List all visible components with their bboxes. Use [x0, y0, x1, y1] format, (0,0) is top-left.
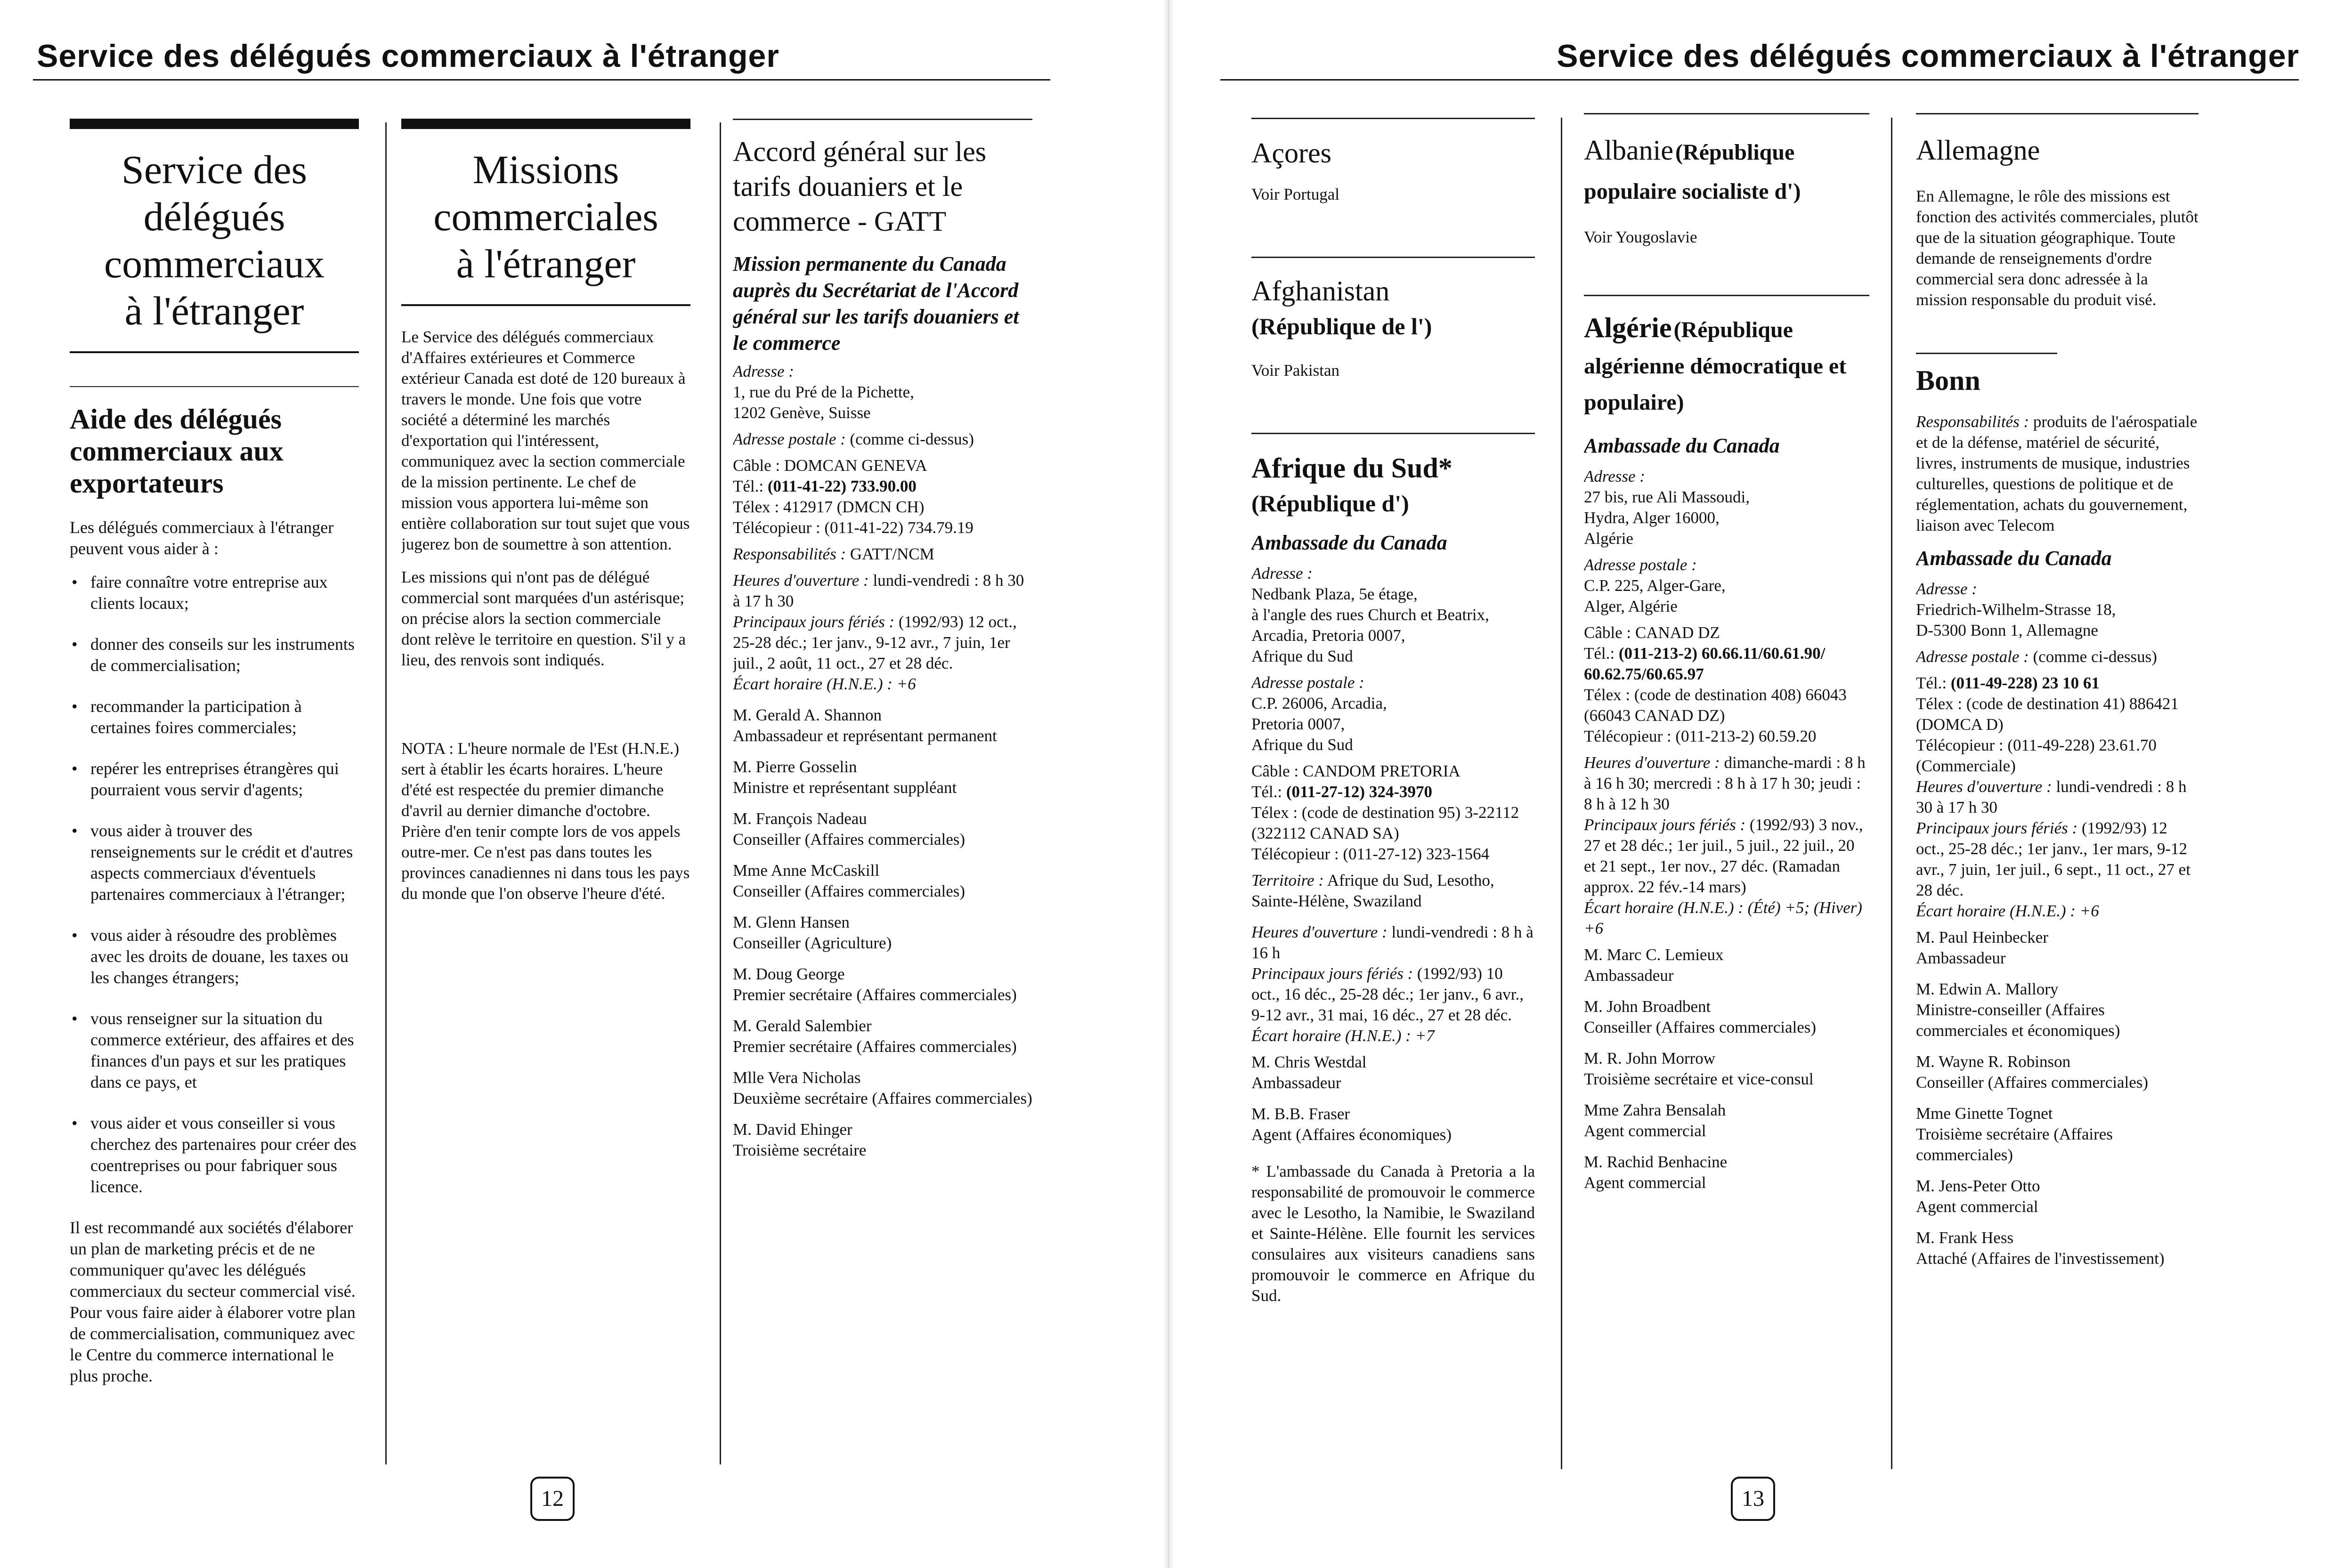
time-offset: Écart horaire (H.N.E.) : +6	[733, 675, 916, 693]
address-line: D-5300 Bonn 1, Allemagne	[1916, 621, 2098, 639]
left-page	[0, 0, 1168, 1568]
title-line: Service des	[121, 147, 307, 192]
list-item: • recommander la participation à certaines foires commerciales;	[70, 696, 359, 738]
address-line: 1202 Genève, Suisse	[733, 404, 871, 422]
holidays-value: (1992/93) 12 oct., 25-28 déc.; 1er janv., 1er mars, 9-12 avr., 7 juin, 1er juil., 6 sept., 11 oct., 27 et 28 déc.	[1916, 819, 2191, 899]
tel-label: Tél.:	[1916, 674, 1951, 692]
person-title: Troisième secrétaire (Affaires commerciales)	[1916, 1125, 2113, 1164]
address-label: Adresse :	[1251, 564, 1313, 582]
embassy-heading: Ambassade du Canada	[1251, 531, 1447, 554]
postal-line: Alger, Algérie	[1584, 597, 1678, 615]
city-bonn: Bonn	[1916, 365, 1980, 396]
column-2	[401, 119, 690, 1475]
time-offset: Écart horaire (H.N.E.) : +7	[1251, 1026, 1435, 1045]
country-subtitle: (République d')	[1251, 490, 1409, 517]
person-title: Conseiller (Agriculture)	[733, 934, 892, 952]
fax: Télécopieur : (011-49-228) 23.61.70 (Commerciale)	[1916, 736, 2157, 775]
cross-reference: Voir Yougoslavie	[1584, 228, 1697, 246]
divider	[1916, 353, 2057, 354]
section-main-title	[70, 146, 359, 334]
asterisk-paragraph: Les missions qui n'ont pas de délégué commercial sont marquées d'un astérisque; on précise alors la section commerciale dont relève le territoire en question. S'il y a lieu, des renvois sont indiqués.	[401, 568, 686, 669]
person-title: Ministre et représentant suppléant	[733, 778, 957, 797]
postal-line: Afrique du Sud	[1251, 736, 1353, 754]
country-note: En Allemagne, le rôle des missions est fonction des activités commerciales, plutôt que de la situation géographique. Toute demande de renseignements d'ordre commercial sera donc adressée à la mission responsable du produit visé.	[1916, 187, 2199, 309]
tel-value: (011-41-22) 733.90.00	[767, 477, 917, 495]
list-item: • faire connaître votre entreprise aux clients locaux;	[70, 572, 359, 614]
cable: Câble : CANDOM PRETORIA	[1251, 762, 1461, 780]
person-title: Conseiller (Affaires commerciales)	[1584, 1018, 1817, 1036]
address-line: Arcadia, Pretoria 0007,	[1251, 626, 1405, 645]
person-title: Premier secrétaire (Affaires commerciales)	[733, 986, 1017, 1004]
person-title: Ambassadeur	[1916, 949, 2006, 967]
column-3	[733, 119, 1032, 1475]
person-title: Ambassadeur	[1251, 1074, 1341, 1092]
hours-value: lundi-vendredi : 8 h 30 à 17 h 30	[1916, 777, 2187, 816]
gatt-title: Accord général sur les tarifs douaniers et le commerce - GATT	[733, 136, 987, 237]
tel-value: (011-213-2) 60.66.11/60.61.90/ 60.62.75/60.65.97	[1584, 644, 1826, 683]
tel-value: (011-49-228) 23 10 61	[1950, 674, 2100, 692]
embassy-heading: Ambassade du Canada	[1584, 434, 1780, 457]
holidays-value: (1992/93) 3 nov., 27 et 28 déc.; 1er juil., 5 juil., 22 juil., 20 et 21 sept., 1er nov., 27 déc. (Ramadan approx. 22 fév.-14 mars)	[1584, 816, 1863, 896]
time-offset: Écart horaire (H.N.E.) : +6	[1916, 902, 2099, 920]
fax: Télécopieur : (011-41-22) 734.79.19	[733, 518, 974, 537]
list-item: • vous renseigner sur la situation du commerce extérieur, des affaires et des finances d'un pays et sur les pratiques dans ce pays, et	[70, 1008, 359, 1093]
country-allemagne: Allemagne	[1916, 135, 2040, 166]
column-1	[70, 119, 359, 1475]
person-title: Agent commercial	[1584, 1122, 1706, 1140]
country-acores: Açores	[1251, 137, 1331, 169]
telex: Télex : (code de destination 408) 66043 (66043 CANAD DZ)	[1584, 686, 1847, 725]
person-name: M. John Broadbent	[1584, 997, 1711, 1016]
address-label: Adresse :	[1584, 467, 1645, 485]
closing-text: Il est recommandé aux sociétés d'élaborer un plan de marketing précis et de ne communiquer qu'avec les délégués commerciaux du secteur commercial visé. Pour vous faire aider à élaborer votre plan de commercialisation, communiquez avec le Centre du commerce international le plus proche.	[70, 1218, 356, 1385]
section-main-title	[401, 146, 690, 287]
list-item: • donner des conseils sur les instruments de commercialisation;	[70, 634, 359, 676]
hours-value: dimanche-mardi : 8 h à 16 h 30; mercredi : 8 h à 17 h 30; jeudi : 8 h à 12 h 30	[1584, 753, 1866, 813]
person-name: M. Chris Westdal	[1251, 1053, 1367, 1071]
person-title: Agent commercial	[1916, 1197, 2038, 1216]
postal-label: Adresse postale :	[1916, 647, 2029, 666]
column-top-rule	[1251, 118, 1535, 119]
resp-label: Responsabilités :	[1916, 412, 2029, 431]
title-line: Missions	[472, 147, 619, 192]
cable: Câble : CANAD DZ	[1584, 623, 1720, 642]
column-top-bar	[401, 119, 690, 129]
resp-value: GATT/NCM	[850, 545, 934, 563]
intro-paragraph: Le Service des délégués commerciaux d'Affaires extérieures et Commerce extérieur Canada est doté de 120 bureaux à travers le monde. Une fois que votre société a déterminé les marchés d'exportation qui l'intéressent, communiquez avec la section commerciale de la mission pertinente. Le chef de mission vous apportera lui-même son entière collaboration sur tout sujet que vous jugerez bon de soumettre à son attention.	[401, 328, 690, 553]
person-name: Mlle Vera Nicholas	[733, 1068, 861, 1087]
hours-value: lundi-vendredi : 8 h à 16 h	[1251, 923, 1534, 962]
person-title: Conseiller (Affaires commerciales)	[733, 830, 966, 849]
person-name: M. R. John Morrow	[1584, 1049, 1716, 1067]
right-page	[1168, 0, 2337, 1568]
column-top-rule	[733, 119, 1032, 120]
person-name: M. Pierre Gosselin	[733, 758, 857, 776]
person-title: Ministre-conseiller (Affaires commerciales et économiques)	[1916, 1001, 2120, 1040]
column-top-bar	[70, 119, 359, 129]
person-name: M. Gerald Salembier	[733, 1017, 872, 1035]
assistance-list	[70, 572, 359, 1197]
person-title: Ambassadeur	[1584, 966, 1674, 985]
person-title: Deuxième secrétaire (Affaires commerciales)	[733, 1089, 1032, 1107]
territory-label: Territoire :	[1251, 871, 1324, 889]
person-name: M. François Nadeau	[733, 809, 867, 828]
postal-label: Adresse postale :	[1584, 556, 1697, 574]
postal-value: (comme ci-dessus)	[850, 430, 974, 448]
address-label: Adresse :	[733, 362, 794, 380]
holidays-label: Principaux jours fériés :	[1251, 964, 1413, 983]
address-line: Nedbank Plaza, 5e étage,	[1251, 585, 1418, 603]
hours-label: Heures d'ouverture :	[1251, 923, 1388, 941]
list-item: • repérer les entreprises étrangères qui pourraient vous servir d'agents;	[70, 758, 359, 800]
column-6	[1916, 113, 2199, 1479]
column-divider	[385, 122, 387, 1464]
header-rule-left	[33, 79, 1050, 81]
page-number-left: 12	[530, 1477, 575, 1521]
address-line: 27 bis, rue Ali Massoudi,	[1584, 488, 1750, 506]
postal-value: (comme ci-dessus)	[2033, 647, 2157, 666]
column-4	[1251, 118, 1535, 1479]
person-title: Attaché (Affaires de l'investissement)	[1916, 1249, 2165, 1268]
fax: Télécopieur : (011-213-2) 60.59.20	[1584, 727, 1817, 745]
address-label: Adresse :	[1916, 580, 1977, 598]
person-name: Mme Zahra Bensalah	[1584, 1101, 1726, 1119]
person-name: M. Doug George	[733, 965, 845, 983]
time-offset: Écart horaire (H.N.E.) : (Été) +5; (Hiver) +6	[1584, 898, 1862, 938]
resp-label: Responsabilités :	[733, 545, 846, 563]
country-algerie: Algérie	[1584, 312, 1672, 343]
country-subtitle: (République algérienne démocratique et populaire)	[1584, 317, 1847, 415]
person-name: M. Marc C. Lemieux	[1584, 946, 1724, 964]
embassy-heading: Ambassade du Canada	[1916, 547, 2112, 570]
postal-label: Adresse postale :	[733, 430, 846, 448]
intro-text: Les délégués commerciaux à l'étranger peuvent vous aider à :	[70, 518, 334, 558]
header-rule-right	[1220, 79, 2299, 81]
address-line: Hydra, Alger 16000,	[1584, 509, 1720, 527]
person-name: M. Glenn Hansen	[733, 913, 850, 931]
person-name: M. David Ehinger	[733, 1120, 852, 1139]
section-title: Aide des délégués commerciaux aux exportateurs	[70, 404, 284, 499]
person-name: Mme Anne McCaskill	[733, 861, 880, 880]
person-name: M. Gerald A. Shannon	[733, 706, 882, 724]
list-item: • vous aider et vous conseiller si vous cherchez des partenaires pour créer des coentreprises ou pour fabriquer sous licence.	[70, 1113, 359, 1197]
person-title: Troisième secrétaire et vice-consul	[1584, 1070, 1814, 1088]
holidays-label: Principaux jours fériés :	[1916, 819, 2078, 837]
territory-value: Afrique du Sud, Lesotho, Sainte-Hélène, Swaziland	[1251, 871, 1494, 910]
person-name: M. Frank Hess	[1916, 1229, 2014, 1247]
column-divider	[1891, 118, 1892, 1469]
tel-value: (011-27-12) 324-3970	[1286, 783, 1432, 801]
postal-line: C.P. 225, Alger-Gare,	[1584, 576, 1726, 595]
person-title: Conseiller (Affaires commerciales)	[733, 882, 966, 900]
list-item: • vous aider à trouver des renseignements sur le crédit et d'autres aspects commerciaux d'éventuels partenaires commerciaux à l'étranger;	[70, 820, 359, 905]
tel-label: Tél.:	[733, 477, 768, 495]
address-line: à l'angle des rues Church et Beatrix,	[1251, 606, 1489, 624]
cross-reference: Voir Portugal	[1251, 185, 1339, 203]
postal-line: Pretoria 0007,	[1251, 715, 1345, 733]
holidays-label: Principaux jours fériés :	[733, 613, 895, 631]
divider	[1584, 295, 1869, 296]
nota-paragraph: NOTA : L'heure normale de l'Est (H.N.E.) sert à établir les écarts horaires. L'heure d'été est respectée du premier dimanche d'avril au dernier dimanche d'octobre. Prière d'en tenir compte lors de vos appels outre-mer. Ce n'est pas dans toutes les provinces canadiennes ni dans tous les pays du monde que l'on observe l'heure d'été.	[401, 739, 690, 903]
address-line: 1, rue du Pré de la Pichette,	[733, 383, 914, 401]
title-line: à l'étranger	[124, 288, 304, 333]
person-title: Troisième secrétaire	[733, 1141, 867, 1159]
telex: Télex : (code de destination 41) 886421 (DOMCA D)	[1916, 695, 2179, 734]
hours-label: Heures d'ouverture :	[1916, 777, 2052, 796]
title-line: à l'étranger	[456, 241, 636, 286]
column-top-rule	[1916, 113, 2199, 114]
person-name: M. Rachid Benhacine	[1584, 1153, 1728, 1171]
footnote: * L'ambassade du Canada à Pretoria a la responsabilité de promouvoir le commerce avec le Lesotho, la Namibie, le Swaziland et Sainte-Hélène. Elle fournit les services consulaires aux visiteurs canadiens sans promouvoir le commerce en Afrique du Sud.	[1251, 1162, 1535, 1305]
column-divider	[720, 122, 721, 1464]
telex: Télex : 412917 (DMCN CH)	[733, 498, 925, 516]
page-number-right: 13	[1731, 1477, 1775, 1521]
telex: Télex : (code de destination 95) 3-22112 (322112 CANAD SA)	[1251, 803, 1519, 842]
fax: Télécopieur : (011-27-12) 323-1564	[1251, 845, 1490, 863]
country-albanie: Albanie	[1584, 135, 1673, 166]
title-line: commerciales	[433, 194, 658, 239]
postal-line: C.P. 26006, Arcadia,	[1251, 694, 1387, 712]
hours-label: Heures d'ouverture :	[733, 571, 869, 590]
person-title: Conseiller (Affaires commerciales)	[1916, 1073, 2149, 1091]
country-subtitle: (République de l')	[1251, 313, 1432, 339]
person-name: M. B.B. Fraser	[1251, 1105, 1350, 1123]
holidays-label: Principaux jours fériés :	[1584, 816, 1746, 834]
cross-reference: Voir Pakistan	[1251, 361, 1339, 380]
address-line: Friedrich-Wilhelm-Strasse 18,	[1916, 600, 2116, 619]
tel-label: Tél.:	[1251, 783, 1286, 801]
tel-label: Tél.:	[1584, 644, 1619, 663]
address-line: Algérie	[1584, 529, 1633, 548]
person-title: Agent (Affaires économiques)	[1251, 1125, 1452, 1144]
page-header-right: Service des délégués commerciaux à l'étranger	[1557, 38, 2299, 74]
person-name: M. Wayne R. Robinson	[1916, 1052, 2071, 1071]
divider	[70, 386, 359, 387]
resp-value: produits de l'aérospatiale et de la défense, matériel de sécurité, livres, instruments de musique, industries culturelles, questions de politique et de réglementation, achats du gouvernement, liaison avec Telecom	[1916, 412, 2198, 534]
person-title: Agent commercial	[1584, 1173, 1706, 1192]
country-subtitle: (République populaire socialiste d')	[1584, 140, 1801, 204]
address-line: Afrique du Sud	[1251, 647, 1353, 665]
list-item: • vous aider à résoudre des problèmes avec les droits de douane, les taxes ou les changes étrangers;	[70, 925, 359, 988]
column-top-rule	[1584, 113, 1869, 114]
country-afghanistan: Afghanistan	[1251, 275, 1390, 307]
postal-label: Adresse postale :	[1251, 673, 1364, 692]
page-header-left: Service des délégués commerciaux à l'étranger	[37, 38, 779, 74]
title-line: délégués	[143, 194, 285, 239]
person-title: Ambassadeur et représentant permanent	[733, 727, 997, 745]
person-title: Premier secrétaire (Affaires commerciales)	[733, 1037, 1017, 1056]
person-name: M. Edwin A. Mallory	[1916, 980, 2059, 998]
person-name: M. Jens-Peter Otto	[1916, 1177, 2040, 1195]
person-name: M. Paul Heinbecker	[1916, 928, 2048, 946]
column-5	[1584, 113, 1869, 1479]
column-divider	[1561, 118, 1562, 1469]
holidays-value: (1992/93) 10 oct., 16 déc., 25-28 déc.; 1er janv., 6 avr., 9-12 avr., 31 mai, 16 déc., 27 et 28 déc.	[1251, 964, 1524, 1024]
cable: Câble : DOMCAN GENEVA	[733, 456, 927, 475]
hours-value: lundi-vendredi : 8 h 30 à 17 h 30	[733, 571, 1024, 610]
holidays-value: (1992/93) 12 oct., 25-28 déc.; 1er janv., 9-12 avr., 7 juin, 1er juil., 2 août, 11 oct., 27 et 28 déc.	[733, 613, 1017, 672]
country-afrique-du-sud: Afrique du Sud*	[1251, 453, 1453, 484]
divider	[1251, 433, 1535, 434]
divider	[1251, 257, 1535, 258]
hours-label: Heures d'ouverture :	[1584, 753, 1720, 772]
person-name: Mme Ginette Tognet	[1916, 1104, 2053, 1123]
title-line: commerciaux	[104, 241, 325, 286]
mission-name: Mission permanente du Canada auprès du Secrétariat de l'Accord général sur les tarifs douaniers et le commerce	[733, 252, 1019, 355]
